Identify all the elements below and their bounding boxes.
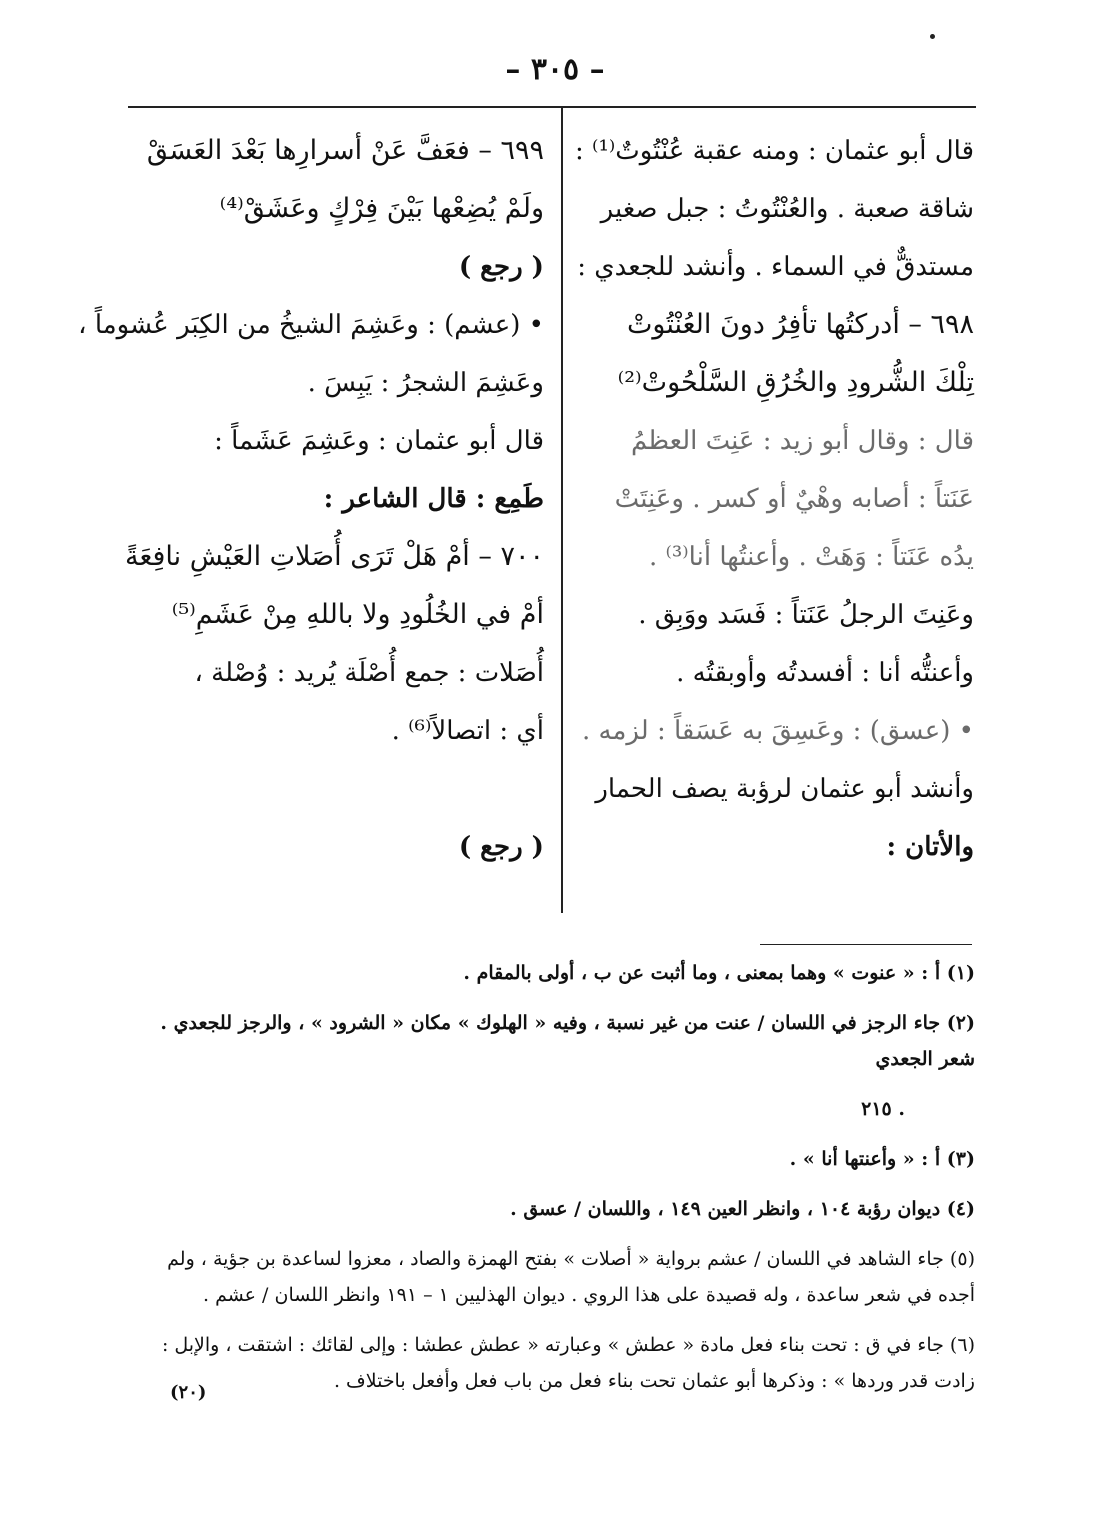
text-line: قال : وقال أبو زيد : عَنِتَ العظمُ <box>631 426 974 456</box>
text-line: شاقة صعبة . والعُنْتُوتُ : جبل صغير <box>600 194 974 224</box>
text-line: تِلْكَ الشُّرودِ والخُرُقِ السَّلْحُوتْ⁽²⁾ <box>617 367 974 398</box>
header-rule <box>128 106 976 108</box>
left-text-column <box>78 122 544 876</box>
footnote: (٢) جاء الرجز في اللسان / عنت من غير نسبة ، وفيه « الهلوك » مكان « الشرود » ، والرجز للجعدي . شعر الجعدي <box>160 1012 975 1070</box>
text-line: مستدقٌّ في السماء . وأنشد للجعدي : <box>577 252 974 282</box>
text-line: قال أبو عثمان : ومنه عقبة عُنْتُوتٌ⁽¹⁾ : <box>575 136 974 166</box>
text-line: ولَمْ يُضِعْها بَيْنَ فِرْكٍ وعَشَقْ⁽⁴⁾ <box>219 193 544 224</box>
text-line: وأعنتُّه أنا : أفسدتُه وأوبقتُه . <box>676 658 974 688</box>
footnote: (٦) جاء في ق : تحت بناء فعل مادة « عطش » وعبارته « عطش عطشا : وإلى لقائك : اشتقت ، والإبل : زادت قدر وردها » : وذكرها أبو عثمان تحت بناء فعل من باب فعل وأفعل باختلاف . <box>161 1334 975 1392</box>
footnote-rule <box>760 944 972 945</box>
text-line: ( رجع ) <box>458 252 544 282</box>
text-line: قال أبو عثمان : وعَشِمَ عَشَماً : <box>214 426 544 456</box>
footnote: (١) أ : « عنوت » وهما بمعنى ، وما أثبت عن ب ، أولى بالمقام . <box>463 962 975 984</box>
text-line: أمْ في الخُلُودِ ولا باللهِ مِنْ عَشَمِ⁽⁵⁾ <box>171 599 544 630</box>
text-line: أي : اتصالاً⁽⁶⁾ . <box>391 716 544 746</box>
text-line: وعَشِمَ الشجرُ : يَبِسَ . <box>307 368 544 398</box>
footnote: (٤) ديوان رؤبة ١٠٤ ، وانظر العين ١٤٩ ، واللسان / عسق . <box>510 1198 975 1220</box>
text-line: • (عشم) : وعَشِمَ الشيخُ من الكِبَر عُشوماً ، <box>78 310 544 340</box>
text-line <box>144 760 544 818</box>
footnote: (٥) جاء الشاهد في اللسان / عشم برواية « أصلات » بفتح الهمزة والصاد ، معزوا لساعدة بن جؤية ، ولم أجده في شعر ساعدة ، وله قصيدة على هذا الروي . ديوان الهذليين ١ – ١٩١ وانظر اللسان / عشم . <box>167 1248 975 1306</box>
footnotes <box>130 955 975 1413</box>
text-line: ٧٠٠ – أمْ هَلْ تَرَى أُصَلاتِ العَيْشِ نافِعَةً <box>125 541 544 572</box>
footnote: (٣) أ : « وأعنتها أنا » . <box>789 1148 975 1170</box>
text-line: ٦٩٨ – أدركتُها تأفِرُ دونَ العُنْتُوتْ <box>626 309 974 340</box>
page-speck <box>930 34 935 39</box>
text-line: والأتان : <box>886 832 974 862</box>
text-line: وعَنِتَ الرجلُ عَنَتاً : فَسَد ووَبِق . <box>638 600 974 630</box>
text-line: ٦٩٩ – فعَفَّ عَنْ أسرارِها بَعْدَ العَسَقْ <box>146 135 544 166</box>
text-line: طَمِع : قال الشاعر : <box>323 484 544 514</box>
text-line: • (عسق) : وعَسِقَ به عَسَقاً : لزمه . <box>582 716 974 746</box>
signature-mark: (٢٠) <box>170 1382 207 1403</box>
text-line: عَنَتاً : أصابه وهْيٌ أو كسر . وعَنِتَتْ <box>614 484 974 514</box>
right-text-column <box>575 122 974 876</box>
text-line: وأنشد أبو عثمان لرؤبة يصف الحمار <box>595 774 974 804</box>
text-line: ( رجع ) <box>458 832 544 862</box>
text-line: يدُه عَنَتاً : وَهَتْ . وأعنتُها أنا⁽³⁾ . <box>648 542 974 572</box>
column-divider <box>561 108 563 913</box>
text-line: أُصَلات : جمع أُصْلَة يُريد : وُصْلة ، <box>194 658 544 688</box>
footnote: . ٢١٥ <box>861 1098 905 1120</box>
page-number: – ٣٠٥ – <box>505 52 605 87</box>
